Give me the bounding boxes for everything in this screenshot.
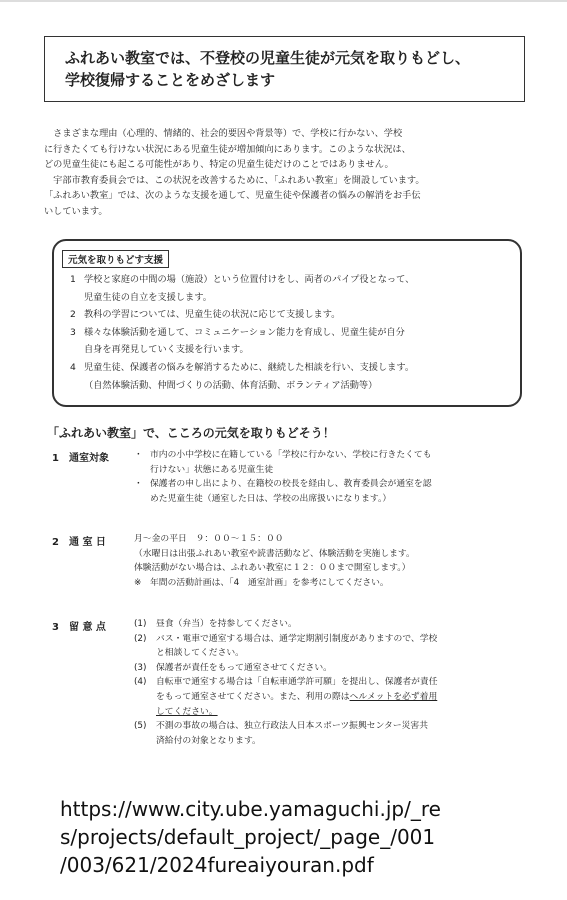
intro-line: 「ふれあい教室」では、次のような支援を通して、児童生徒や保護者の悩みの解消をお手伝 (44, 190, 421, 202)
support-item-text: 教科の学習については、児童生徒の状況に応じて支援します。 (84, 309, 341, 321)
section-3-item (134, 719, 534, 748)
section-3-text: 自転車で通室する場合は「自転車通学許可願」を提出し、保護者が責任 (156, 677, 438, 688)
section-3-text: をもって通室させてください。また、利用の際は (156, 691, 350, 702)
title-line-2: 学校復帰することをめざします (65, 71, 276, 89)
section-1-body (134, 448, 534, 506)
support-item-text: 自身を再発見していく支援を行います。 (84, 344, 249, 356)
intro-line: いしています。 (44, 205, 108, 217)
section-3-head: 3 留 意 点 (52, 622, 106, 633)
section-2-note: 年間の活動計画は、「4 通室計画」を参考にしてください。 (150, 577, 389, 588)
intro-paragraph (44, 126, 530, 220)
section-2-text: （水曜日は出張ふれあい教室や読書活動など、体験活動を実施します。 (134, 548, 415, 559)
item-number: (2) (134, 633, 147, 644)
section-3-text: 不測の事故の場合は、独立行政法人日本スポーツ振興センター災害共 (156, 721, 429, 732)
section-2-head: 2 通 室 日 (52, 537, 106, 548)
support-list (70, 271, 515, 394)
note-mark: ※ (134, 577, 142, 588)
bullet-mark: ・ (134, 479, 143, 490)
section-1-text: 市内の小中学校に在籍している「学校に行かない、学校に行きたくても (150, 450, 432, 460)
section-3-body (134, 617, 534, 748)
section-3-item (134, 617, 534, 632)
section-1-item (134, 448, 534, 477)
title-line-1: ふれあい教室では、不登校の児童生徒が元気を取りもどし、 (65, 49, 471, 67)
section-2-text: 体験活動がない場合は、ふれあい教室に１２：００まで開室します。） (134, 563, 411, 574)
section-3-text: と相談してください。 (156, 648, 244, 659)
support-item-number: 3 (70, 326, 76, 338)
page-edge (0, 0, 567, 2)
section-3-text: 昼食（弁当）を持参してください。 (156, 619, 297, 629)
intro-line: さまざまな理由（心理的、情緒的、社会的要因や背景等）で、学校に行かない、学校 (44, 128, 403, 139)
section-3-item (134, 632, 534, 661)
item-number: (4) (134, 677, 147, 688)
support-item (70, 271, 515, 306)
support-item-number: 2 (70, 309, 76, 321)
section-3-text: 済給付の対象となります。 (156, 735, 261, 746)
support-item-text: （自然体験活動、仲間づくりの活動、体育活動、ボランティア活動等） (84, 379, 378, 391)
section-2-body (134, 532, 534, 590)
section-1-item (134, 477, 534, 506)
title-box (44, 36, 525, 102)
intro-line: どの児童生徒にも起こる可能性があり、特定の児童生徒だけのことではありません。 (44, 159, 394, 171)
support-item-text: 児童生徒、保護者の悩みを解消するために、継続した相談を行い、支援します。 (84, 361, 415, 373)
section-1-text: 保護者の申し出により、在籍校の校長を経由し、教育委員会が通室を認 (150, 479, 432, 490)
source-url-line: https://www.city.ube.yamaguchi.jp/_re (60, 797, 441, 821)
support-item (70, 306, 515, 324)
section-2-hours: 月～金の平日 ９：００～１５：００ (134, 534, 284, 544)
bullet-mark: ・ (134, 450, 143, 460)
source-url (60, 795, 550, 879)
item-number: (1) (134, 619, 147, 629)
support-item-number: 4 (70, 361, 76, 373)
section-3-item (134, 661, 534, 676)
section-3-text: 保護者が責任をもって通室させてください。 (156, 662, 332, 673)
support-item-text: 児童生徒の自立を支援します。 (84, 291, 212, 303)
support-item (70, 324, 515, 359)
helmet-notice-cont: してください。 (156, 706, 218, 717)
support-title: 元気を取りもどす支援 (62, 250, 169, 268)
helmet-notice: ヘルメットを必ず着用 (349, 691, 438, 702)
section-3-item (134, 675, 534, 719)
support-item-text: 様々な体験活動を通して、コミュニケーション能力を育成し、児童生徒が自分 (84, 326, 405, 338)
source-url-line: s/projects/default_project/_page_/001 (60, 825, 436, 849)
section-1-text: 行けない」状態にある児童生徒 (150, 464, 274, 475)
section-1-text: めた児童生徒（通室した日は、学校の出席扱いになります。） (150, 493, 392, 504)
intro-line: 宇部市教育委員会では、この状況を改善するために、「ふれあい教室」を開設しています。 (44, 174, 425, 186)
support-item-number: 1 (70, 274, 76, 285)
support-item (70, 359, 515, 394)
section-1-head: 1 通室対象 (52, 453, 109, 464)
intro-line: に行きたくても行けない状況にある児童生徒が増加傾向にあります。このような状況は、 (44, 143, 411, 155)
section-3-text: バス・電車で通室する場合は、通学定期割引制度がありますので、学校 (156, 633, 438, 644)
section-heading: 「ふれあい教室」で、こころの元気を取りもどそう！ (47, 426, 335, 440)
support-item-text: 学校と家庭の中間の場（施設）という位置付けをし、両者のパイプ役となって、 (84, 274, 415, 285)
item-number: (5) (134, 721, 147, 732)
source-url-line: /003/621/2024fureaiyouran.pdf (60, 853, 374, 877)
item-number: (3) (134, 662, 147, 673)
